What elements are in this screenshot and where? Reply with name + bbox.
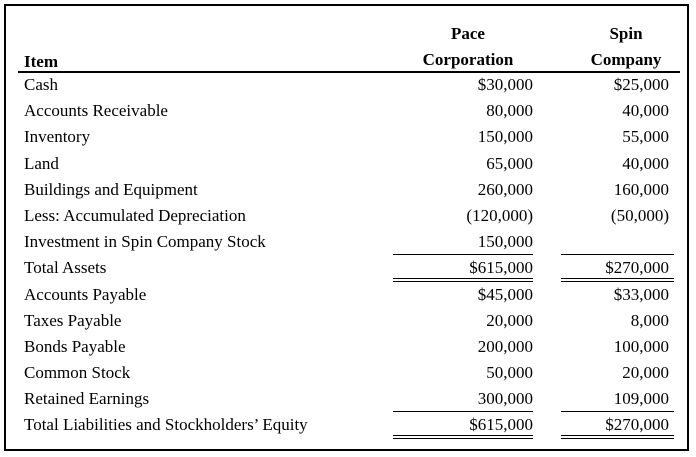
pace-value: $615,000 [469,415,533,435]
balance-sheet [6,6,687,449]
spin-value: $270,000 [605,258,669,278]
row-label: Common Stock [24,363,131,383]
spin-value: $33,000 [613,284,669,304]
pace-value: $45,000 [477,284,533,304]
spin-value: 109,000 [613,389,669,409]
pace-value: 150,000 [477,127,533,147]
pace-value: 20,000 [486,310,533,330]
table-row-total-liabilities-equity [6,412,687,438]
table-body [6,72,687,439]
column-header-spin-line2: Company [590,50,662,69]
row-label: Accounts Payable [24,284,147,304]
spin-value: $25,000 [613,75,669,94]
table-row [6,203,687,229]
pace-value: 65,000 [486,153,533,173]
table-row [6,282,687,308]
table-row [6,98,687,124]
total-rule-spin-1 [561,435,674,436]
spin-value: 8,000 [630,310,669,330]
spin-value: 40,000 [622,153,669,173]
row-label: Total Assets [24,258,107,278]
pace-value: 260,000 [477,179,533,199]
column-header-pace-line2: Corporation [422,50,514,69]
row-label: Total Liabilities and Stockholders’ Equity [24,415,308,435]
spin-value: 40,000 [622,101,669,121]
total-rule-spin-1 [561,278,674,279]
pace-value: (120,000) [466,205,533,225]
table-row [6,334,687,360]
table-row [6,229,687,255]
row-label: Inventory [24,127,91,147]
pace-value: 300,000 [477,389,533,409]
total-rule-pace-2 [393,438,533,439]
row-label: Retained Earnings [24,389,150,409]
table-row [6,177,687,203]
column-header-pace-line1: Pace [451,24,485,43]
total-rule-spin-2 [561,438,674,439]
table-row [6,151,687,177]
pace-value: 80,000 [486,101,533,121]
table-row [6,308,687,334]
column-header-spin-line1: Spin [609,24,643,43]
row-label: Less: Accumulated Depreciation [24,205,246,225]
pace-value: 200,000 [477,336,533,356]
row-label: Buildings and Equipment [24,179,198,199]
spin-value: 160,000 [613,179,669,199]
spin-value: $270,000 [605,415,669,435]
pace-value: $30,000 [477,75,533,94]
spin-value: (50,000) [610,205,669,225]
pace-value: $615,000 [469,258,533,278]
row-label: Cash [24,75,58,94]
row-label: Investment in Spin Company Stock [24,232,266,252]
column-header-item: Item [24,52,58,71]
row-label: Taxes Payable [24,310,122,330]
total-rule-pace-1 [393,435,533,436]
row-label: Bonds Payable [24,336,126,356]
table-row-total-assets [6,255,687,281]
table-row [6,386,687,412]
table-row [6,360,687,386]
row-label: Accounts Receivable [24,101,168,121]
pace-value: 150,000 [477,232,533,252]
pace-value: 50,000 [486,363,533,383]
table-row [6,72,687,98]
row-label: Land [24,153,59,173]
spin-value: 20,000 [622,363,669,383]
total-rule-pace-1 [393,278,533,279]
table-row [6,124,687,150]
spin-value: 100,000 [613,336,669,356]
spin-value: 55,000 [622,127,669,147]
balance-sheet-frame [4,4,689,451]
